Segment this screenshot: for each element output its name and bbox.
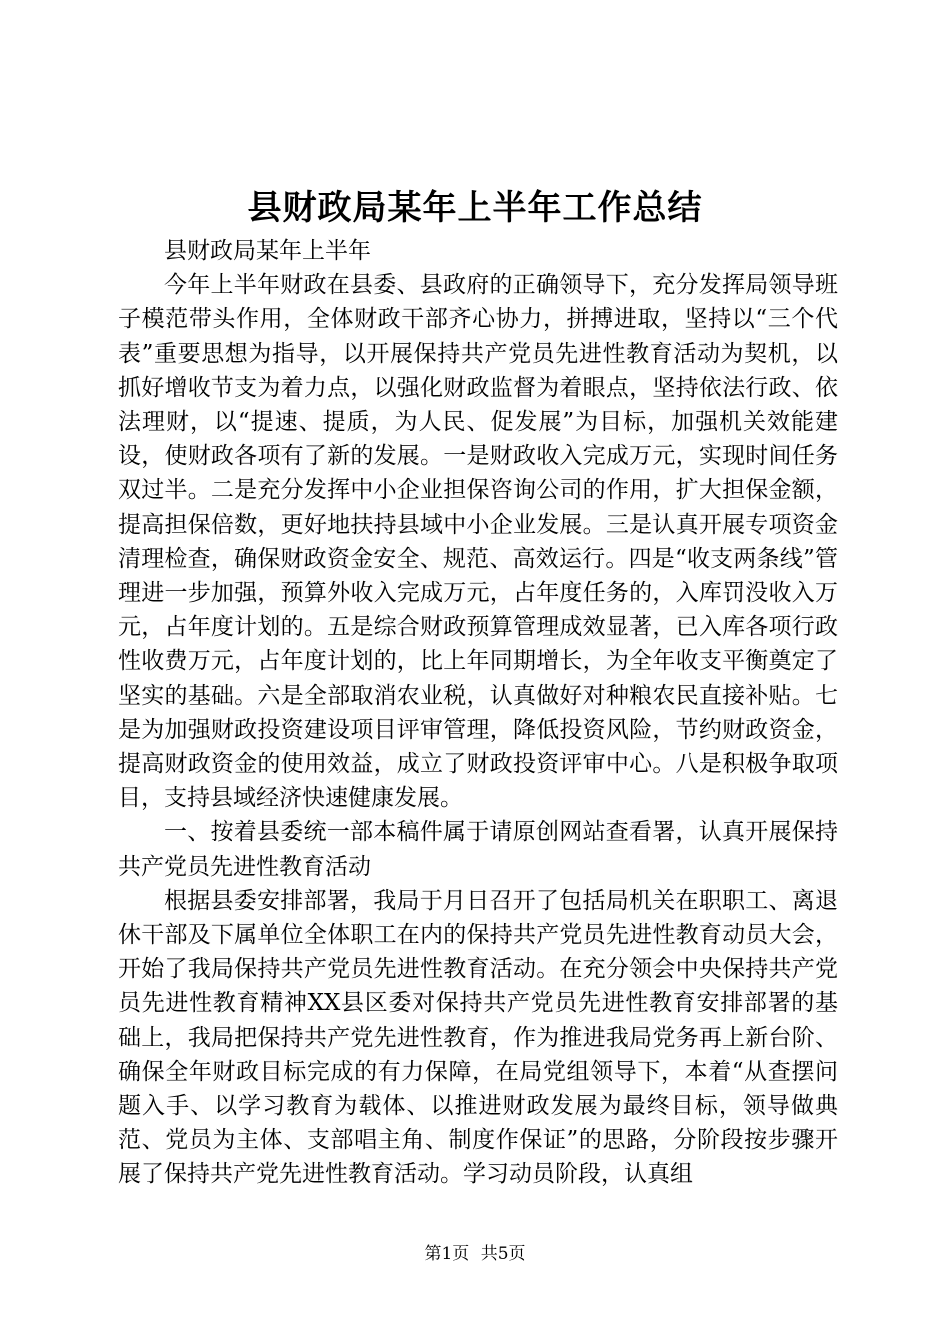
summary-paragraph: 今年上半年财政在县委、县政府的正确领导下，充分发挥局领导班子模范带头作用，全体财政干部齐心协力，拼搏进取，坚持以“三个代表”重要思想为指导，以开展保持共产党员先进性教育活动为契机，以抓好增收节支为着力点，以强化财政监督为着眼点，坚持依法行政、依法理财，以“提速、提质，为人民、促发展”为目标，加强机关效能建设，使财政各项有了新的发展。一是财政收入完成万元，实现时间任务双过半。二是充分发挥中小企业担保咨询公司的作用，扩大担保金额，提高担保倍数，更好地扶持县域中小企业发展。三是认真开展专项资金清理检查，确保财政资金安全、规范、高效运行。四是“收支两条线”管理进一步加强，预算外收入完成万元，占年度任务的，入库罚没收入万元，占年度计划的。五是综合财政预算管理成效显著，已入库各项行政性收费万元，占年度计划的，比上年同期增长，为全年收支平衡奠定了坚实的基础。六是全部取消农业税，认真做好对种粮农民直接补贴。七是为加强财政投资建设项目评审管理，降低投资风险，节约财政资金，提高财政资金的使用效益，成立了财政投资评审中心。八是积极争取项目，支持县域经济快速健康发展。 — [118, 272, 838, 812]
section-heading-paragraph: 一、按着县委统一部本稿件属于请原创网站查看署，认真开展保持共产党员先进性教育活动 — [118, 819, 838, 880]
details-paragraph: 根据县委安排部署，我局于月日召开了包括局机关在职职工、离退休干部及下属单位全体职工在内的保持共产党员先进性教育动员大会，开始了我局保持共产党员先进性教育活动。在充分领会中央保持共产党员先进性教育精神XX县区委对保持共产党员先进性教育安排部署的基础上，我局把保持共产党先进性教育，作为推进我局党务再上新台阶、确保全年财政目标完成的有力保障，在局党组领导下，本着“从查摆问题入手、以学习教育为载体、以推进财政发展为最终目标，领导做典范、党员为主体、支部唱主角、制度作保证”的思路，分阶段按步骤开展了保持共产党先进性教育活动。学习动员阶段，认真组 — [118, 887, 838, 1188]
page-number: 第1页 — [424, 1244, 470, 1264]
subtitle-paragraph: 县财政局某年上半年 — [164, 238, 371, 264]
page-footer — [0, 1243, 950, 1265]
document-title: 县财政局某年上半年工作总结 — [247, 188, 703, 228]
page-total: 共5页 — [480, 1244, 526, 1264]
document-body — [118, 234, 838, 1192]
